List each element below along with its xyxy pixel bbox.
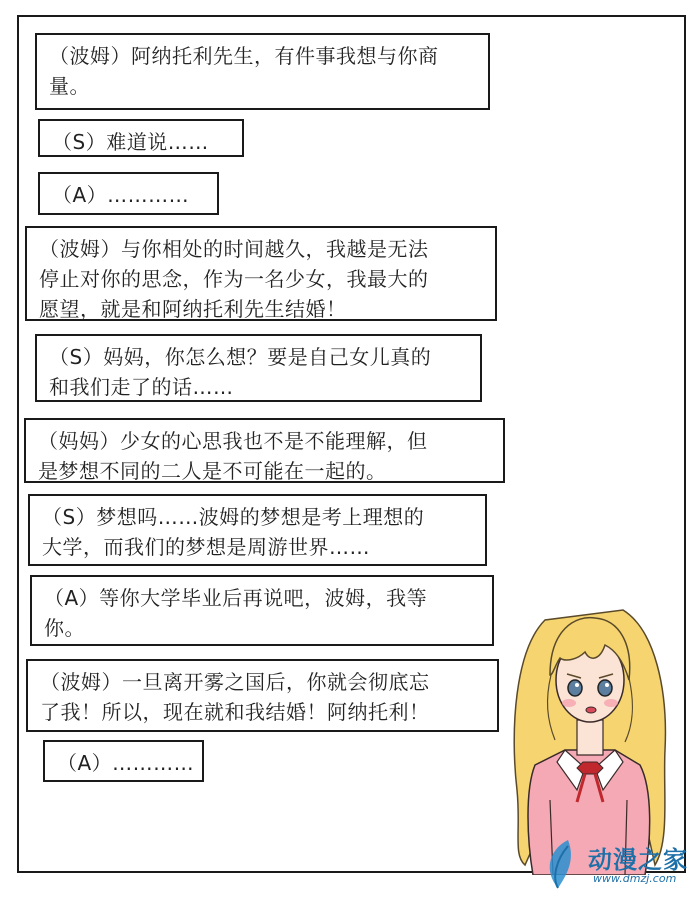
dialogue-box-8: （A）等你大学毕业后再说吧，波姆，我等 你。 <box>30 575 494 646</box>
dialogue-box-9: （波姆）一旦离开雾之国后，你就会彻底忘 了我！所以，现在就和我结婚！阿纳托利！ <box>26 659 499 732</box>
dialogue-box-4: （波姆）与你相处的时间越久，我越是无法 停止对你的思念，作为一名少女，我最大的 愿望，就是和阿纳托利先生结婚！ <box>25 226 497 321</box>
dialogue-box-7: （S）梦想吗……波姆的梦想是考上理想的 大学，而我们的梦想是周游世界…… <box>28 494 487 566</box>
dialogue-box-10: （A）………… <box>43 740 204 782</box>
site-watermark <box>538 836 698 896</box>
neck <box>577 720 603 755</box>
mouth <box>586 707 596 713</box>
leaf-logo-icon <box>538 836 584 892</box>
dialogue-box-5: （S）妈妈，你怎么想？要是自己女儿真的 和我们走了的话…… <box>35 334 482 402</box>
watermark-name: 动漫之家 <box>588 846 688 874</box>
ribbon <box>577 762 603 774</box>
watermark-url: www.dmzj.com <box>593 872 677 885</box>
dialogue-box-1: （波姆）阿纳托利先生，有件事我想与你商 量。 <box>35 33 490 110</box>
girl-illustration <box>505 590 670 875</box>
dialogue-box-6: （妈妈）少女的心思我也不是不能理解，但 是梦想不同的二人是不可能在一起的。 <box>24 418 505 483</box>
left-eye <box>568 680 582 696</box>
dialogue-box-2: （S）难道说…… <box>38 119 244 157</box>
right-eye <box>598 680 612 696</box>
dialogue-box-3: （A）………… <box>38 172 219 215</box>
